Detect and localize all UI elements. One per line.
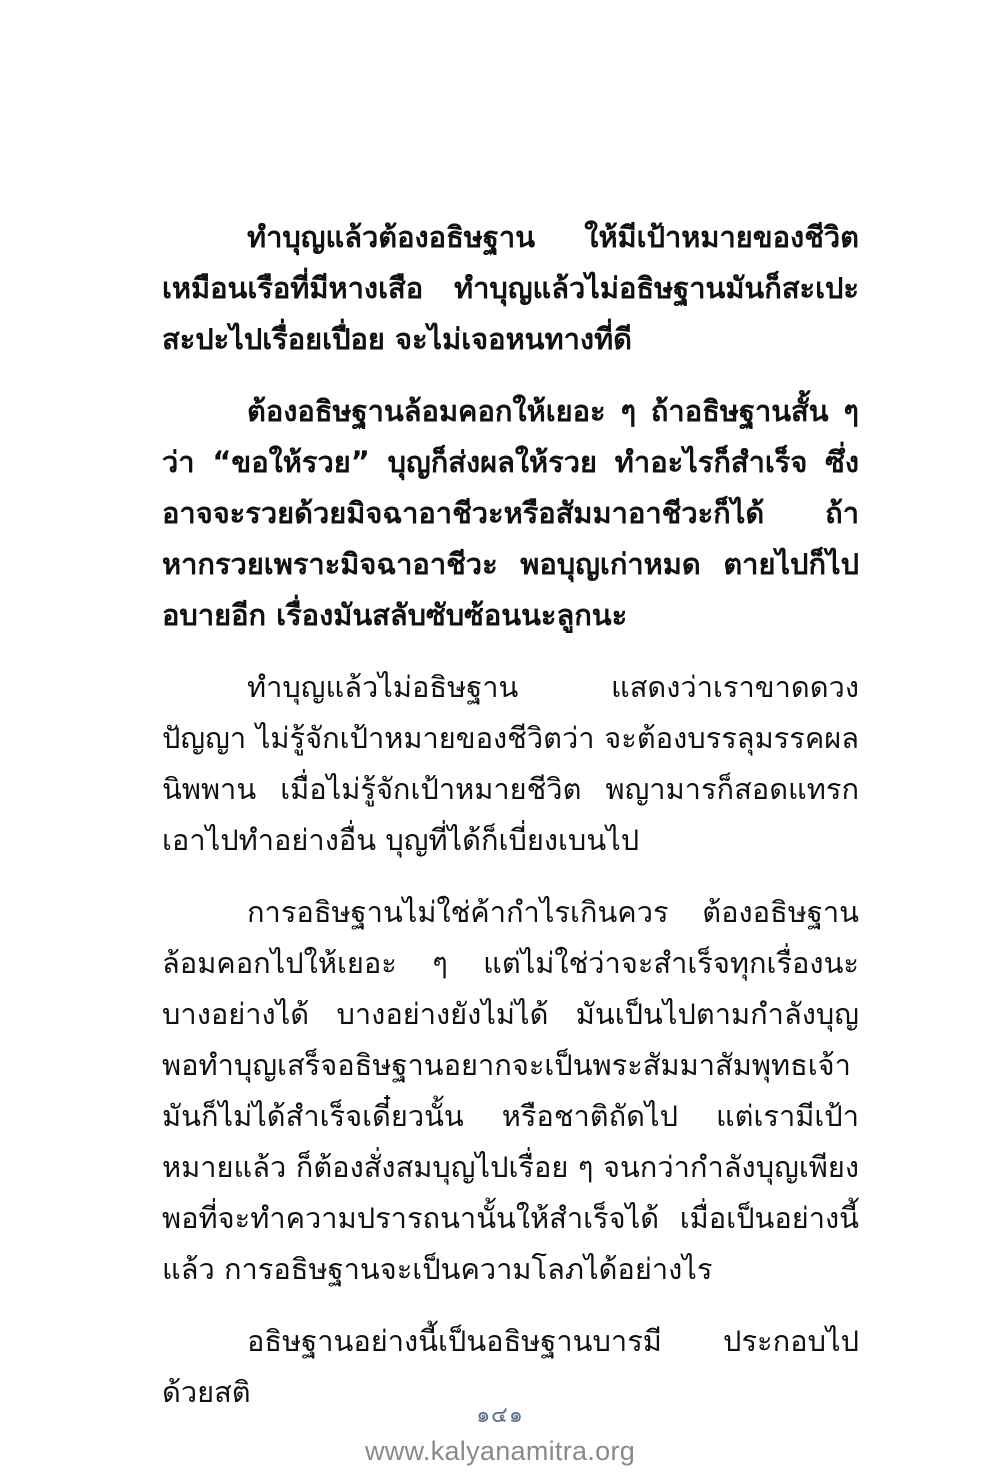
paragraph-2: ต้องอธิษฐานล้อมคอกให้เยอะ ๆ ถ้าอธิษฐานสั้น ๆ ว่า “ขอให้รวย” บุญก็ส่งผลให้รวย ทำอะไรก็สำเร็จ ซึ่งอาจจะรวยด้วยมิจฉาอาชีวะหรือสัมมาอาชีวะก็ได้ ถ้าหากรวยเพราะมิจฉาอาชีวะ พอบุญเก่าหมด ตายไปก็ไปอบายอีก เรื่องมันสลับซับซ้อนนะลูกนะ bbox=[162, 394, 859, 632]
paragraph-3: ทำบุญแล้วไม่อธิษฐาน แสดงว่าเราขาดดวงปัญญา ไม่รู้จักเป้าหมายของชีวิตว่า จะต้องบรรลุมรรคผลนิพพาน เมื่อไม่รู้จักเป้าหมายชีวิต พญามารก็สอดแทรกเอาไปทำอย่างอื่น บุญที่ได้ก็เบี่ยงเบนไป bbox=[162, 670, 859, 857]
paragraph-1: ทำบุญแล้วต้องอธิษฐาน ให้มีเป้าหมายของชีวิต เหมือนเรือที่มีหางเสือ ทำบุญแล้วไม่อธิษฐานมันก็สะเปะสะปะไปเรื่อยเปื่อย จะไม่เจอหนทางที่ดี bbox=[162, 220, 859, 356]
paragraph-5: อธิษฐานอย่างนี้เป็นอธิษฐานบารมี ประกอบไปด้วยสติ bbox=[162, 1324, 859, 1409]
paragraph-4: การอธิษฐานไม่ใช่ค้ากำไรเกินควร ต้องอธิษฐานล้อมคอกไปให้เยอะ ๆ แต่ไม่ใช่ว่าจะสำเร็จทุกเรื่องนะ บางอย่างได้ บางอย่างยังไม่ได้ มันเป็นไปตามกำลังบุญ พอทำบุญเสร็จอธิษฐานอยากจะเป็นพระสัมมาสัมพุทธเจ้า มันก็ไม่ได้สำเร็จเดี๋ยวนั้น หรือชาติถัดไป แต่เรามีเป้าหมายแล้ว ก็ต้องสั่งสมบุญไปเรื่อย ๆ จนกว่ากำลังบุญเพียงพอที่จะทำความปรารถนานั้นให้สำเร็จได้ เมื่อเป็นอย่างนี้แล้ว การอธิษฐานจะเป็นความโลภได้อย่างไร bbox=[162, 895, 859, 1286]
website-url: www.kalyanamitra.org bbox=[364, 1436, 636, 1466]
page-number: ๑๔๑ bbox=[476, 1403, 524, 1428]
document-body bbox=[162, 212, 859, 1439]
